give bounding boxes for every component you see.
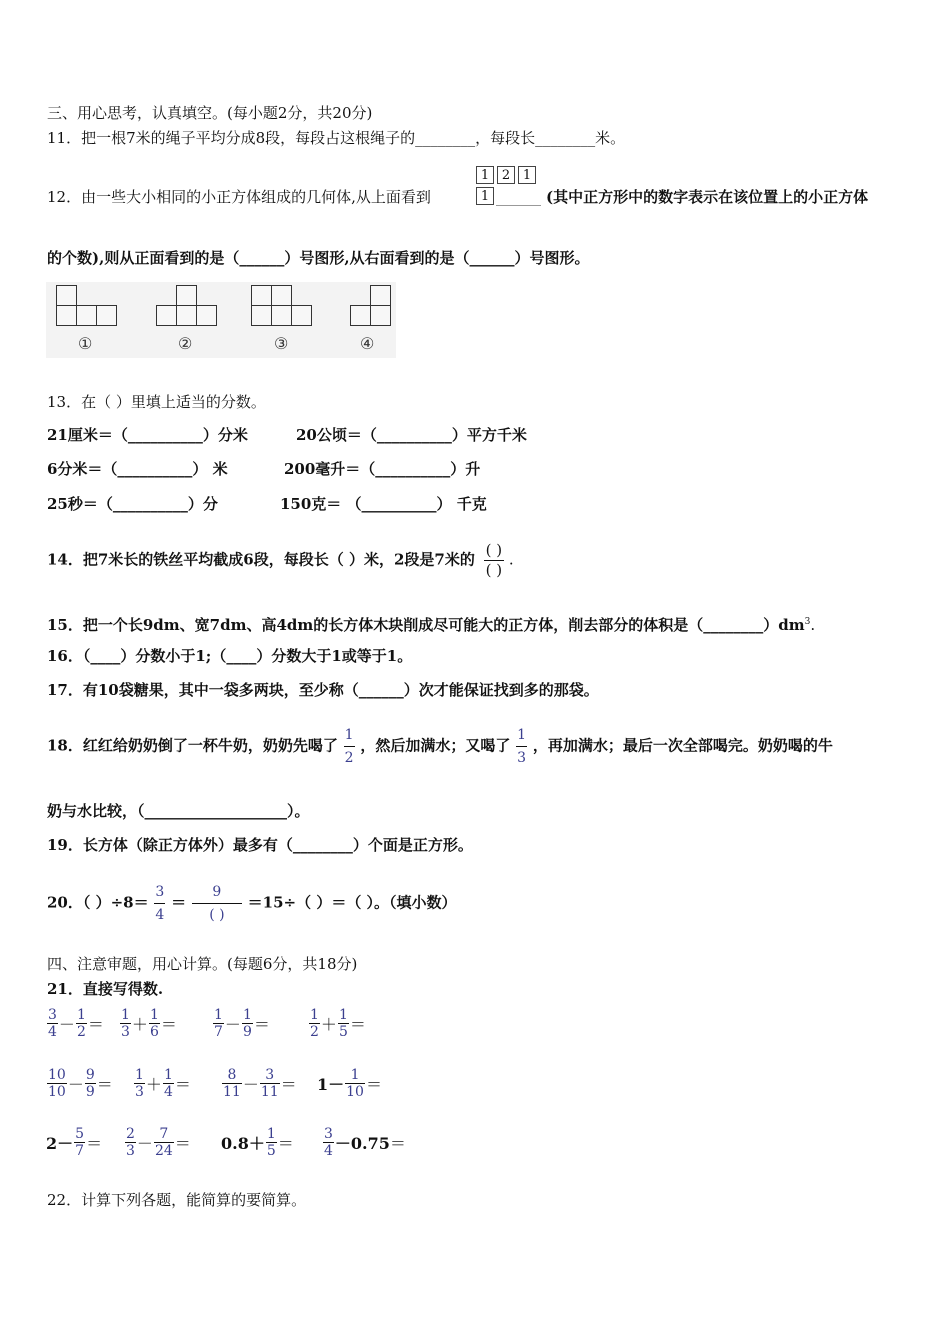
fraction (213, 1008, 224, 1039)
numerator: 1 (149, 1007, 159, 1023)
operator: － (136, 1134, 153, 1153)
denominator: 4 (163, 1084, 173, 1100)
numerator: 1 (135, 1067, 144, 1083)
section3-title: 三、用心思考，认真填空。(每小题2分，共20分) (47, 104, 373, 122)
operator: ＋ (320, 1015, 337, 1034)
q14-numerator: ( ) (485, 541, 503, 559)
q13-row1-right: 20公顷＝（__________）平方千米 (296, 426, 527, 444)
denominator: 4 (48, 1024, 57, 1040)
numerator: 1 (242, 1007, 252, 1023)
fraction (309, 1008, 320, 1039)
fraction (338, 1008, 349, 1039)
q13-row2-right: 200毫升＝（__________）升 (284, 460, 481, 478)
view-label-4: ④ (360, 334, 375, 353)
calc-item (46, 1008, 104, 1039)
fraction (134, 1068, 145, 1099)
question-20 (47, 885, 457, 922)
numerator: 10 (48, 1067, 66, 1083)
calc-item (133, 1068, 191, 1099)
operator: ＝ (174, 1134, 191, 1153)
q20-fraction-2 (192, 885, 242, 922)
q15-text: 15．把一个长9dm、宽7dm、高4dm的长方体木块削成尽可能大的正方体，削去部分的体积是（________）dm (47, 616, 805, 634)
denominator: 5 (338, 1024, 348, 1040)
grid-cell: 2 (497, 166, 515, 184)
operator: －0.75 (334, 1134, 390, 1153)
fraction (125, 1127, 136, 1158)
denominator: 11 (223, 1084, 241, 1100)
calc-item (322, 1127, 406, 1158)
numerator: 5 (75, 1126, 85, 1142)
operator: ＝ (174, 1075, 191, 1094)
numerator: 1 (516, 728, 527, 747)
q20-part2: ＝15÷（ ）＝（ ）。（填小数） (247, 893, 457, 912)
question-22: 22．计算下列各题，能简算的要简算。 (47, 1191, 307, 1209)
calc-item (221, 1127, 294, 1158)
numerator: 1 (345, 1068, 365, 1084)
denominator: 7 (75, 1143, 85, 1159)
question-11: 11．把一根7米的绳子平均分成8段，每段占这根绳子的________，每段长________米。 (47, 129, 626, 147)
calc-item (124, 1127, 191, 1158)
question-18-continued: 奶与水比较，（___________________）。 (47, 802, 310, 820)
numerator: 1 (76, 1007, 86, 1023)
denominator: ( ) (209, 907, 225, 923)
fraction (74, 1127, 85, 1158)
fraction (345, 1068, 365, 1099)
fraction (266, 1127, 277, 1158)
operator: ＝ (86, 1134, 103, 1153)
numerator: 2 (126, 1126, 135, 1142)
operator: ＝ (96, 1075, 113, 1094)
denominator: 6 (149, 1024, 159, 1040)
q18-fraction-2 (516, 728, 527, 765)
calc-item (221, 1068, 297, 1099)
operator: － (67, 1075, 84, 1094)
operator: ＋ (145, 1075, 162, 1094)
operator: ＝ (365, 1075, 382, 1094)
q20-part1: 20．（ ）÷8＝ (47, 893, 149, 912)
question-18 (47, 728, 833, 765)
denominator: 3 (517, 750, 527, 766)
numerator: 1 (310, 1007, 319, 1023)
grid-cell: 1 (476, 187, 494, 205)
numerator: 3 (154, 885, 165, 904)
calc-item (46, 1068, 113, 1099)
q18-part1: 18．红红给奶奶倒了一杯牛奶，奶奶先喝了 (47, 736, 338, 755)
view-options-figure (46, 282, 396, 358)
operator: ＝ (87, 1015, 104, 1034)
fraction (154, 1127, 174, 1158)
fraction (149, 1008, 160, 1039)
q18-fraction-1 (344, 728, 355, 765)
fraction (85, 1068, 96, 1099)
operator: ＝ (280, 1075, 297, 1094)
question-17: 17．有10袋糖果，其中一袋多两块，至少称（______）次才能保证找到多的那袋。 (47, 681, 599, 699)
denominator: 3 (135, 1084, 144, 1100)
operator: 1－ (317, 1075, 345, 1094)
question-16: 16．（____）分数小于1;（____）分数大于1或等于1。 (47, 647, 413, 665)
numerator: 1 (163, 1067, 173, 1083)
operator: － (224, 1015, 241, 1034)
question-21: 21．直接写得数. (47, 980, 164, 998)
fraction (242, 1008, 253, 1039)
numerator: 1 (344, 728, 355, 747)
numerator: 3 (260, 1068, 280, 1084)
numerator: 9 (85, 1067, 95, 1083)
question-12-part2: (其中正方形中的数字表示在该位置上的小正方体 (546, 188, 869, 206)
q18-part3: ，再加满水；最后一次全部喝完。奶奶喝的牛 (532, 736, 833, 755)
calc-item (308, 1008, 366, 1039)
denominator: 9 (85, 1084, 95, 1100)
numerator: 9 (192, 885, 242, 904)
denominator: 4 (155, 907, 165, 923)
question-13: 13．在（ ）里填上适当的分数。 (47, 393, 266, 411)
question-19: 19．长方体（除正方体外）最多有（________）个面是正方形。 (47, 836, 473, 854)
operator: 2－ (46, 1134, 74, 1153)
question-14 (47, 543, 514, 578)
q20-fraction-1 (154, 885, 165, 922)
operator: ＝ (349, 1015, 366, 1034)
q13-row1-left: 21厘米＝（__________）分米 (47, 426, 248, 444)
calc-item (317, 1068, 382, 1099)
operator: ＝ (253, 1015, 270, 1034)
denominator: 5 (266, 1143, 276, 1159)
section4-title: 四、注意审题，用心计算。(每题6分，共18分) (47, 955, 358, 973)
calc-item (212, 1008, 270, 1039)
numerator: 8 (222, 1068, 242, 1084)
denominator: 3 (121, 1024, 130, 1040)
denominator: 9 (242, 1024, 252, 1040)
grid-cell: 1 (518, 166, 536, 184)
q20-equals: ＝ (171, 893, 187, 912)
grid-cell: 1 (476, 166, 494, 184)
denominator: 2 (310, 1024, 319, 1040)
numerator: 1 (266, 1126, 276, 1142)
operator: ＝ (160, 1015, 177, 1034)
denominator: 10 (346, 1084, 364, 1100)
numerator: 3 (324, 1126, 333, 1142)
denominator: 24 (154, 1143, 173, 1159)
fraction (260, 1068, 280, 1099)
denominator: 2 (76, 1024, 86, 1040)
fraction (76, 1008, 87, 1039)
denominator: 3 (126, 1143, 135, 1159)
operator: ＝ (277, 1134, 294, 1153)
operator: ＝ (389, 1134, 406, 1153)
operator: 0.8＋ (221, 1134, 265, 1153)
q13-row3-left: 25秒＝（__________）分 (47, 495, 218, 513)
numerator: 1 (338, 1007, 348, 1023)
view-label-1: ① (78, 334, 93, 353)
question-12-part1: 12．由一些大小相同的小正方体组成的几何体,从上面看到 (47, 188, 431, 206)
operator: ＋ (131, 1015, 148, 1034)
q14-end: . (508, 550, 514, 569)
operator: － (242, 1075, 259, 1094)
fraction (47, 1068, 67, 1099)
numerator: 1 (121, 1007, 130, 1023)
numerator: 7 (154, 1127, 174, 1143)
view-label-2: ② (178, 334, 193, 353)
denominator: 4 (324, 1143, 333, 1159)
q15-end: . (810, 616, 816, 634)
denominator: 2 (344, 750, 354, 766)
q13-row2-left: 6分米＝（__________） 米 (47, 460, 228, 478)
q18-part2: ，然后加满水；又喝了 (360, 736, 511, 755)
fraction (120, 1008, 131, 1039)
fraction (47, 1008, 58, 1039)
question-12-part3: 的个数),则从正面看到的是（______）号图形,从右面看到的是（______）号图形。 (47, 249, 590, 267)
denominator: 11 (260, 1084, 279, 1100)
fraction (222, 1068, 242, 1099)
numerator: 3 (48, 1007, 57, 1023)
operator: － (58, 1015, 75, 1034)
view-label-3: ③ (274, 334, 289, 353)
q14-fraction (484, 543, 504, 578)
question-15 (47, 612, 815, 635)
q15-exponent: 3 (804, 617, 811, 627)
calc-item (119, 1008, 177, 1039)
calc-item (46, 1127, 102, 1158)
denominator: 7 (214, 1024, 223, 1040)
denominator: 10 (48, 1084, 66, 1100)
numerator: 1 (214, 1007, 223, 1023)
q14-denominator: ( ) (485, 561, 503, 579)
fraction (163, 1068, 174, 1099)
fraction (323, 1127, 334, 1158)
q13-row3-right: 150克＝ （__________） 千克 (280, 495, 487, 513)
q14-text: 14．把7米长的铁丝平均截成6段，每段长（ ）米，2段是7米的 (47, 550, 475, 569)
